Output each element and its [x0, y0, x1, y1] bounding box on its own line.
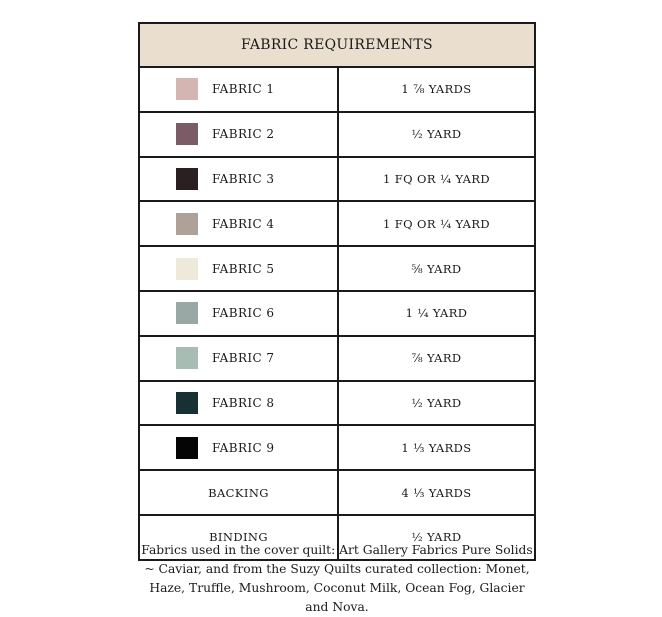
amount-cell: 1 ⅓ YARDS	[401, 440, 472, 455]
fabric-label: FABRIC 2	[212, 127, 275, 142]
color-swatch	[176, 78, 198, 100]
amount-cell: 4 ⅓ YARDS	[401, 485, 472, 500]
table-row	[140, 426, 534, 471]
fabric-cell	[140, 68, 339, 111]
color-swatch	[176, 123, 198, 145]
fabric-label: FABRIC 7	[212, 351, 275, 366]
table-title: FABRIC REQUIREMENTS	[140, 24, 534, 68]
fabric-label: FABRIC 6	[212, 306, 275, 321]
color-swatch	[176, 392, 198, 414]
table-row	[140, 292, 534, 337]
fabric-label: FABRIC 5	[212, 261, 275, 276]
fabric-label: FABRIC 9	[212, 440, 275, 455]
fabric-cell	[140, 426, 339, 469]
color-swatch	[176, 347, 198, 369]
color-swatch	[176, 258, 198, 280]
table-row	[140, 68, 534, 113]
table-row	[140, 382, 534, 427]
fabric-cell	[140, 382, 339, 425]
binding-label: BINDING	[209, 530, 268, 545]
fabric-requirements-table	[138, 22, 536, 561]
color-swatch	[176, 213, 198, 235]
color-swatch	[176, 302, 198, 324]
table-row	[140, 247, 534, 292]
table-row	[140, 202, 534, 247]
fabric-label: FABRIC 4	[212, 216, 275, 231]
amount-cell: ½ YARD	[411, 127, 462, 142]
table-row	[140, 158, 534, 203]
amount-cell: 1 ¼ YARD	[405, 306, 468, 321]
amount-cell: ½ YARD	[411, 395, 462, 410]
fabric-label: FABRIC 8	[212, 395, 275, 410]
color-swatch	[176, 168, 198, 190]
table-row	[140, 471, 534, 516]
fabric-label: FABRIC 1	[212, 82, 275, 97]
table-row	[140, 113, 534, 158]
amount-cell: ⅝ YARD	[411, 261, 462, 276]
amount-cell: ½ YARD	[411, 530, 462, 545]
caption-text: Fabrics used in the cover quilt: Art Gallery Fabrics Pure Solids ~ Caviar, and from the Suzy Quilts curated collection: Monet, Haze, Truffle, Mushroom, Coconut Milk, Ocean Fog, Glacier and Nova.	[141, 543, 533, 614]
fabric-cell	[140, 113, 339, 156]
amount-cell: 1 FQ OR ¼ YARD	[382, 216, 491, 231]
fabric-label: FABRIC 3	[212, 171, 275, 186]
color-swatch	[176, 437, 198, 459]
table-row	[140, 337, 534, 382]
backing-cell	[140, 471, 339, 514]
fabric-cell	[140, 202, 339, 245]
fabric-cell	[140, 337, 339, 380]
amount-cell: ⅞ YARD	[411, 351, 462, 366]
fabric-cell	[140, 158, 339, 201]
backing-label: BACKING	[208, 485, 269, 500]
fabric-cell	[140, 292, 339, 335]
fabric-cell	[140, 247, 339, 290]
amount-cell: 1 FQ OR ¼ YARD	[382, 171, 491, 186]
amount-cell: 1 ⅞ YARDS	[401, 82, 472, 97]
